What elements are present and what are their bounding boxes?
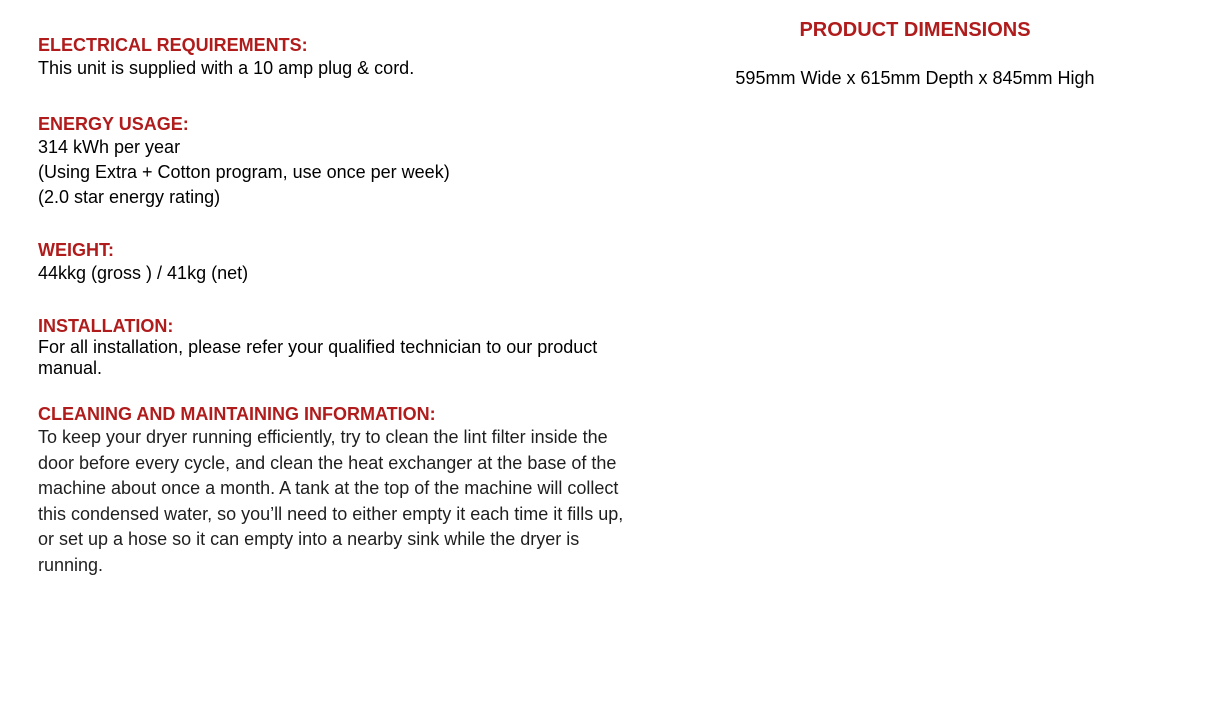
installation-line: For all installation, please refer your qualified technician to our product [38,337,598,357]
installation-line: manual. [38,358,103,378]
energy-usage-line: 314 kWh per year [38,137,181,157]
electrical-requirements-heading: ELECTRICAL REQUIREMENTS: [38,35,308,55]
product-dimensions-heading: PRODUCT DIMENSIONS [799,19,1031,41]
cleaning-line: To keep your dryer running efficiently, try to clean the lint filter inside the [38,427,608,447]
electrical-requirements-section [38,34,414,81]
cleaning-line: machine about once a month. A tank at the top of the machine will collect [38,478,619,498]
energy-usage-heading: ENERGY USAGE: [38,114,189,134]
energy-usage-line: (2.0 star energy rating) [38,187,221,207]
installation-heading: INSTALLATION: [38,316,174,336]
cleaning-heading: CLEANING AND MAINTAINING INFORMATION: [38,404,436,424]
weight-section [38,239,248,286]
weight-text: 44kkg (gross ) / 41kg (net) [38,263,249,283]
cleaning-section [38,403,623,578]
energy-usage-line: (Using Extra + Cotton program, use once per week) [38,162,450,182]
cleaning-line: this condensed water, so you’ll need to either empty it each time it fills up, [38,503,624,524]
product-dimensions-text: 595mm Wide x 615mm Depth x 845mm High [735,68,1095,88]
weight-heading: WEIGHT: [38,240,114,260]
energy-usage-section [38,113,450,210]
installation-section [38,315,597,379]
cleaning-line: running. [38,554,104,575]
cleaning-line: door before every cycle, and clean the heat exchanger at the base of the [38,452,617,473]
product-dimensions-section [715,18,1115,90]
electrical-requirements-text: This unit is supplied with a 10 amp plug & cord. [38,58,415,78]
cleaning-line: or set up a hose so it can empty into a nearby sink while the dryer is [38,529,580,549]
